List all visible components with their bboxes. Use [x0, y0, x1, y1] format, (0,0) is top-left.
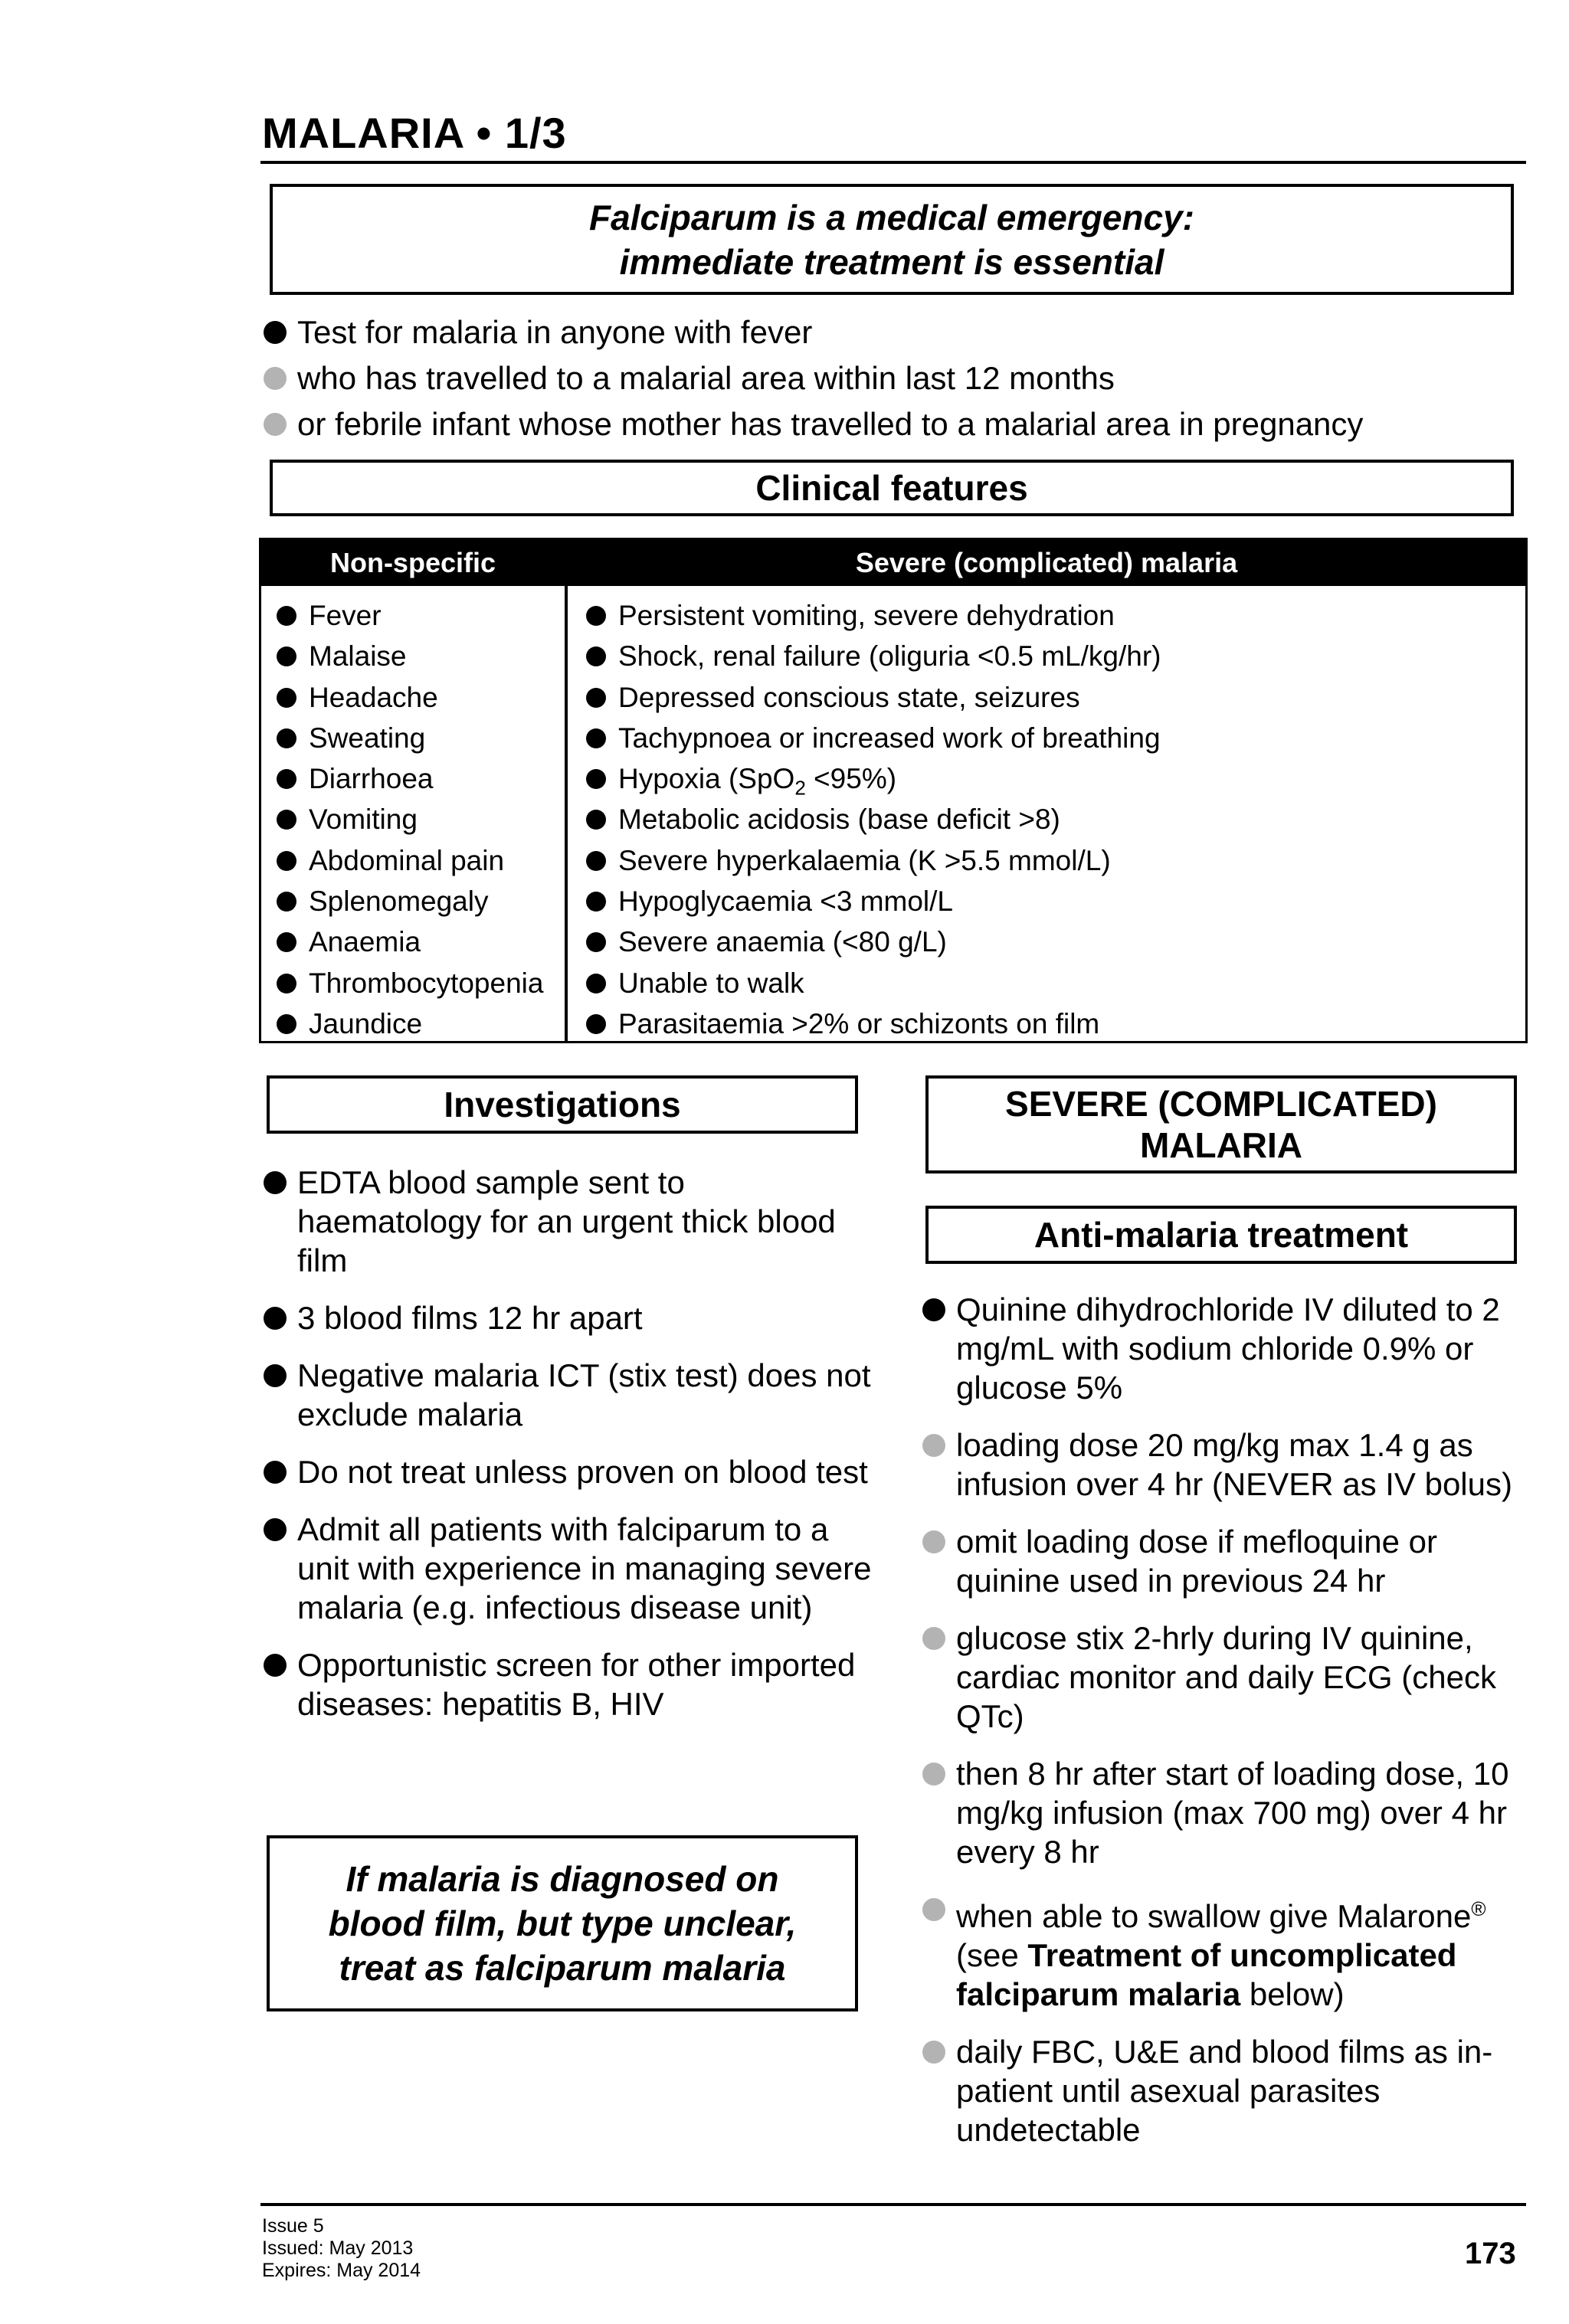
bullet-icon [264, 1307, 287, 1330]
intro-item-text: Test for malaria in anyone with fever [297, 314, 813, 350]
list-item [260, 355, 1532, 401]
expiry-date: Expires: May 2014 [262, 2260, 421, 2281]
list-item [581, 595, 1516, 636]
investigations-heading [267, 1075, 858, 1134]
treatment-text: then 8 hr after start of loading dose, 10 mg/kg infusion (max 700 mg) over 4 hr every 8 hr [956, 1756, 1509, 1870]
sub-bullet-icon [922, 1434, 945, 1457]
list-item [272, 636, 563, 676]
sub-bullet-icon [922, 1763, 945, 1786]
bullet-icon [277, 728, 296, 748]
emergency-line-2: immediate treatment is essential [619, 241, 1164, 282]
non-specific-feature: Jaundice [309, 1007, 423, 1039]
list-item [919, 2032, 1532, 2149]
bullet-icon [277, 810, 296, 830]
treatment-text: Quinine dihydrochloride IV diluted to 2 mg/mL with sodium chloride 0.9% or glucose 5% [956, 1291, 1500, 1406]
list-item [581, 840, 1516, 881]
list-item [272, 718, 563, 758]
sub-bullet-icon [922, 2041, 945, 2064]
list-item [919, 1890, 1532, 2014]
non-specific-feature: Diarrhoea [309, 763, 434, 795]
treatment-text: daily FBC, U&E and blood films as in-patient until asexual parasites undetectable [956, 2034, 1493, 2148]
list-item [272, 963, 563, 1003]
bullet-icon [922, 1298, 945, 1321]
severe-feature: Unable to walk [618, 967, 804, 999]
clinical-features-heading [270, 460, 1514, 516]
subscript-text: 2 [794, 776, 806, 800]
bullet-icon [277, 606, 296, 626]
severe-feature: Tachypnoea or increased work of breathing [618, 722, 1161, 754]
list-item [581, 758, 1516, 799]
footer-divider [260, 2203, 1526, 2206]
bullet-icon [277, 1014, 296, 1034]
list-item [272, 1003, 563, 1044]
list-item [919, 1754, 1532, 1871]
list-item [260, 1163, 873, 1280]
issued-date: Issued: May 2013 [262, 2237, 414, 2259]
non-specific-feature: Malaise [309, 640, 407, 673]
investigation-text: 3 blood films 12 hr apart [297, 1300, 643, 1336]
clinical-features-title: Clinical features [755, 468, 1028, 508]
emergency-line-1: Falciparum is a medical emergency: [588, 197, 1195, 237]
treatment-title: Anti-malaria treatment [1033, 1215, 1409, 1255]
non-specific-feature: Vomiting [309, 804, 418, 836]
list-item [272, 758, 563, 799]
bullet-icon [277, 769, 296, 789]
non-specific-feature: Splenomegaly [309, 885, 489, 918]
column-divider [565, 540, 568, 1041]
severe-feature: Shock, renal failure (oliguria <0.5 mL/kg/hr) [618, 640, 1161, 673]
list-item [581, 1003, 1516, 1044]
non-specific-feature: Thrombocytopenia [309, 967, 544, 999]
bullet-icon [264, 1654, 287, 1677]
issue-info [262, 2215, 421, 2282]
list-item [260, 1298, 873, 1337]
treatment-list [919, 1290, 1532, 2168]
list-item [260, 1452, 873, 1491]
bullet-icon [586, 1014, 606, 1034]
bullet-icon [277, 646, 296, 666]
investigation-text: Negative malaria ICT (stix test) does not exclude malaria [297, 1357, 871, 1432]
sub-bullet-icon [922, 1530, 945, 1553]
investigations-list [260, 1163, 873, 1742]
severe-features-list [581, 595, 1516, 1044]
severe-feature: Severe hyperkalaemia (K >5.5 mmol/L) [618, 844, 1111, 876]
column-header-severe: Severe (complicated) malaria [855, 547, 1238, 578]
intro-list [260, 309, 1532, 447]
callout-line-3: treat as falciparum malaria [339, 1948, 786, 1988]
sub-bullet-icon [264, 413, 287, 436]
severe-feature: Hypoglycaemia <3 mmol/L [618, 885, 953, 918]
bullet-icon [586, 646, 606, 666]
emergency-callout [270, 184, 1514, 295]
bullet-icon [264, 321, 287, 344]
bullet-icon [264, 1364, 287, 1387]
sub-bullet-icon [922, 1898, 945, 1921]
type-unclear-callout [267, 1835, 858, 2011]
list-item [581, 799, 1516, 840]
list-item [272, 595, 563, 636]
non-specific-list [272, 595, 563, 1044]
treatment-reference: Treatment of uncomplicated falciparum malaria [956, 1937, 1457, 2012]
bullet-icon [264, 1171, 287, 1194]
bullet-icon [277, 688, 296, 708]
treatment-text: when able to swallow give Malarone [956, 1898, 1472, 1934]
page-number: 173 [1465, 2237, 1516, 2270]
investigation-text: Admit all patients with falciparum to a unit with experience in managing severe malaria (e.g. infectious disease unit) [297, 1511, 872, 1625]
investigations-title: Investigations [444, 1085, 681, 1124]
bullet-icon [586, 851, 606, 871]
list-item [581, 921, 1516, 962]
list-item [272, 840, 563, 881]
investigation-text: Do not treat unless proven on blood test [297, 1454, 868, 1490]
bullet-icon [586, 810, 606, 830]
treatment-text: omit loading dose if mefloquine or quinine used in previous 24 hr [956, 1524, 1438, 1599]
list-item [581, 636, 1516, 676]
list-item [260, 401, 1532, 447]
callout-line-1: If malaria is diagnosed on [346, 1859, 779, 1899]
list-item [581, 963, 1516, 1003]
treatment-text: glucose stix 2-hrly during IV quinine, cardiac monitor and daily ECG (check QTc) [956, 1620, 1496, 1734]
severe-feature: Severe anaemia (<80 g/L) [618, 926, 947, 958]
list-item [272, 677, 563, 718]
bullet-icon [277, 851, 296, 871]
sub-bullet-icon [922, 1627, 945, 1650]
severe-feature: Persistent vomiting, severe dehydration [618, 600, 1115, 631]
non-specific-feature: Headache [309, 681, 438, 713]
severe-malaria-heading [925, 1075, 1517, 1173]
list-item [260, 1510, 873, 1627]
page-title: MALARIA • 1/3 [262, 109, 567, 157]
intro-item-text: who has travelled to a malarial area within last 12 months [297, 360, 1115, 396]
non-specific-feature: Anaemia [309, 926, 421, 958]
list-item [919, 1425, 1532, 1504]
severe-feature: Metabolic acidosis (base deficit >8) [618, 804, 1060, 836]
bullet-icon [277, 974, 296, 993]
clinical-features-table [259, 538, 1528, 1043]
bullet-icon [277, 892, 296, 912]
list-item [919, 1619, 1532, 1736]
severe-feature: Parasitaemia >2% or schizonts on film [618, 1007, 1100, 1039]
treatment-text: (see [956, 1937, 1028, 1973]
list-item [581, 718, 1516, 758]
list-item [260, 309, 1532, 355]
bullet-icon [586, 606, 606, 626]
bullet-icon [586, 974, 606, 993]
non-specific-feature: Sweating [309, 722, 426, 754]
severe-feature: <95%) [805, 763, 897, 795]
investigation-text: Opportunistic screen for other imported diseases: hepatitis B, HIV [297, 1647, 856, 1722]
issue-number: Issue 5 [262, 2215, 324, 2237]
table-header [261, 540, 1525, 586]
list-item [260, 1645, 873, 1723]
treatment-text: loading dose 20 mg/kg max 1.4 g as infusion over 4 hr (NEVER as IV bolus) [956, 1427, 1512, 1502]
non-specific-feature: Abdominal pain [309, 844, 505, 876]
registered-mark: ® [1471, 1897, 1486, 1920]
bullet-icon [264, 1518, 287, 1541]
column-header-non-specific: Non-specific [329, 547, 496, 578]
list-item [272, 921, 563, 962]
severe-heading-line-1: SEVERE (COMPLICATED) [1005, 1084, 1437, 1124]
list-item [919, 1290, 1532, 1407]
severe-heading-line-2: MALARIA [1139, 1125, 1303, 1165]
list-item [581, 677, 1516, 718]
bullet-icon [264, 1461, 287, 1484]
list-item [919, 1522, 1532, 1600]
list-item [581, 881, 1516, 921]
non-specific-feature: Fever [309, 600, 382, 631]
treatment-text: below) [1240, 1976, 1345, 2012]
bullet-icon [277, 932, 296, 952]
investigation-text: EDTA blood sample sent to haematology for an urgent thick blood film [297, 1164, 836, 1278]
bullet-icon [586, 932, 606, 952]
callout-line-2: blood film, but type unclear, [328, 1903, 797, 1943]
severe-feature: Depressed conscious state, seizures [618, 681, 1080, 713]
bullet-icon [586, 769, 606, 789]
bullet-icon [586, 688, 606, 708]
anti-malaria-treatment-heading [925, 1206, 1517, 1264]
list-item [272, 799, 563, 840]
title-divider [260, 161, 1526, 164]
sub-bullet-icon [264, 367, 287, 390]
list-item [272, 881, 563, 921]
severe-feature: Hypoxia (SpO [618, 763, 795, 795]
list-item [260, 1356, 873, 1434]
intro-item-text: or febrile infant whose mother has travelled to a malarial area in pregnancy [297, 406, 1364, 442]
bullet-icon [586, 892, 606, 912]
bullet-icon [586, 728, 606, 748]
